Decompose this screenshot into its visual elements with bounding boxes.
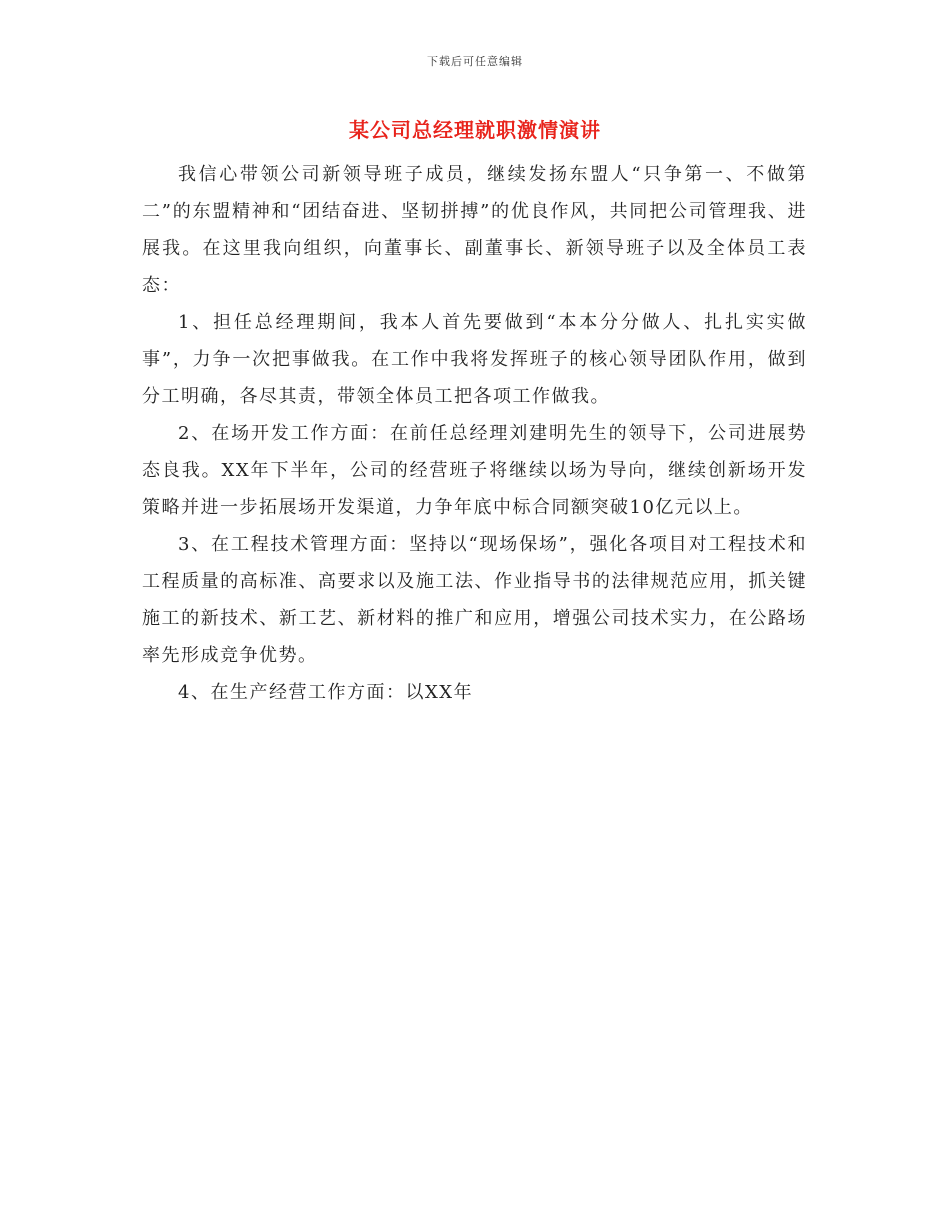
paragraph-point-2: 2、在场开发工作方面：在前任总经理刘建明先生的领导下，公司进展势态良我。XX年下半年，公司的经营班子将继续以场为导向，继续创新场开发策略并进一步拓展场开发渠道，力争年底中标合同额突破10亿元以上。 <box>142 423 807 518</box>
document-body <box>142 156 807 711</box>
page-header-note: 下载后可任意编辑 <box>427 55 523 68</box>
paragraph-point-4: 4、在生产经营工作方面：以XX年 <box>178 682 474 703</box>
paragraph-point-3: 3、在工程技术管理方面：坚持以“现场保场”，强化各项目对工程技术和工程质量的高标准、高要求以及施工法、作业指导书的法律规范应用，抓关键施工的新技术、新工艺、新材料的推广和应用，增强公司技术实力，在公路场率先形成竞争优势。 <box>142 534 807 666</box>
paragraph-point-1: 1、担任总经理期间，我本人首先要做到“本本分分做人、扎扎实实做事”，力争一次把事做我。在工作中我将发挥班子的核心领导团队作用，做到分工明确，各尽其责，带领全体员工把各项工作做我。 <box>142 312 807 407</box>
document-title: 某公司总经理就职激情演讲 <box>349 118 601 142</box>
paragraph-intro: 我信心带领公司新领导班子成员，继续发扬东盟人“只争第一、不做第二”的东盟精神和“团结奋进、坚韧拼搏”的优良作风，共同把公司管理我、进展我。在这里我向组织，向董事长、副董事长、新领导班子以及全体员工表态： <box>142 164 807 296</box>
